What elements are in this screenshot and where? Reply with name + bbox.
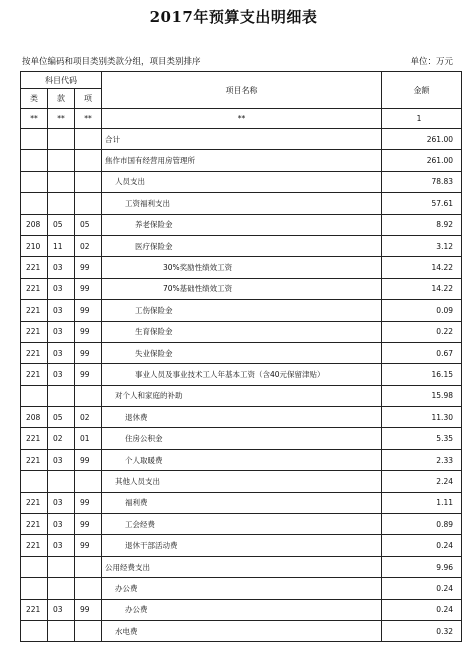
cell-amount: 261.00 bbox=[382, 150, 462, 171]
table-row bbox=[21, 599, 462, 620]
table-row bbox=[21, 235, 462, 256]
cell-kuan bbox=[48, 556, 75, 577]
cell-item-name: 养老保险金 bbox=[102, 214, 382, 235]
cell-lei bbox=[21, 171, 48, 192]
table-row bbox=[21, 514, 462, 535]
table-row bbox=[21, 342, 462, 363]
cell-kuan: 03 bbox=[48, 364, 75, 385]
cell-xiang: 99 bbox=[75, 257, 102, 278]
cell-kuan bbox=[48, 129, 75, 150]
cell-xiang: 99 bbox=[75, 514, 102, 535]
cell-kuan: 03 bbox=[48, 257, 75, 278]
cell-lei: 208 bbox=[21, 214, 48, 235]
cell-kuan: 03 bbox=[48, 300, 75, 321]
placeholder-kuan: ** bbox=[48, 109, 75, 129]
cell-lei: 221 bbox=[21, 514, 48, 535]
cell-item-name: 事业人员及事业技术工人年基本工资（含40元保留津贴） bbox=[102, 364, 382, 385]
cell-amount: 0.22 bbox=[382, 321, 462, 342]
cell-kuan: 05 bbox=[48, 407, 75, 428]
cell-item-name: 其他人员支出 bbox=[102, 471, 382, 492]
cell-lei: 221 bbox=[21, 278, 48, 299]
cell-amount: 0.24 bbox=[382, 578, 462, 599]
cell-amount: 0.89 bbox=[382, 514, 462, 535]
cell-lei: 221 bbox=[21, 364, 48, 385]
cell-kuan: 03 bbox=[48, 535, 75, 556]
header-kuan: 款 bbox=[48, 89, 75, 109]
cell-item-name: 对个人和家庭的补助 bbox=[102, 385, 382, 406]
cell-lei: 208 bbox=[21, 407, 48, 428]
cell-amount: 261.00 bbox=[382, 129, 462, 150]
cell-lei bbox=[21, 129, 48, 150]
cell-kuan: 03 bbox=[48, 278, 75, 299]
cell-item-name: 人员支出 bbox=[102, 171, 382, 192]
cell-amount: 3.12 bbox=[382, 235, 462, 256]
cell-lei bbox=[21, 385, 48, 406]
cell-kuan: 03 bbox=[48, 321, 75, 342]
placeholder-amount: 1 bbox=[382, 109, 462, 129]
cell-amount: 15.98 bbox=[382, 385, 462, 406]
placeholder-xiang: ** bbox=[75, 109, 102, 129]
header-amount: 金额 bbox=[382, 72, 462, 109]
table-row bbox=[21, 321, 462, 342]
cell-amount: 0.67 bbox=[382, 342, 462, 363]
header-subject-code: 科目代码 bbox=[21, 72, 102, 89]
cell-xiang: 05 bbox=[75, 214, 102, 235]
cell-kuan: 11 bbox=[48, 235, 75, 256]
table-row bbox=[21, 278, 462, 299]
cell-item-name: 医疗保险金 bbox=[102, 235, 382, 256]
table-row bbox=[21, 492, 462, 513]
cell-lei bbox=[21, 150, 48, 171]
cell-kuan bbox=[48, 385, 75, 406]
cell-kuan: 03 bbox=[48, 492, 75, 513]
cell-xiang bbox=[75, 471, 102, 492]
cell-amount: 8.92 bbox=[382, 214, 462, 235]
cell-amount: 14.22 bbox=[382, 257, 462, 278]
cell-item-name: 30%奖励性绩效工资 bbox=[102, 257, 382, 278]
table-row bbox=[21, 578, 462, 599]
table-row bbox=[21, 385, 462, 406]
cell-xiang bbox=[75, 556, 102, 577]
cell-kuan: 05 bbox=[48, 214, 75, 235]
cell-amount: 16.15 bbox=[382, 364, 462, 385]
cell-item-name: 水电费 bbox=[102, 620, 382, 641]
cell-kuan: 03 bbox=[48, 599, 75, 620]
cell-amount: 57.61 bbox=[382, 193, 462, 214]
cell-xiang: 99 bbox=[75, 492, 102, 513]
table-row bbox=[21, 428, 462, 449]
cell-item-name: 工会经费 bbox=[102, 514, 382, 535]
cell-amount: 0.24 bbox=[382, 599, 462, 620]
cell-item-name: 失业保险金 bbox=[102, 342, 382, 363]
cell-xiang: 99 bbox=[75, 342, 102, 363]
table-row bbox=[21, 193, 462, 214]
grouping-note: 按单位编码和项目类别类款分组，项目类别排序 bbox=[22, 57, 201, 67]
unit-label: 单位：万元 bbox=[410, 57, 453, 67]
cell-item-name: 生育保险金 bbox=[102, 321, 382, 342]
cell-item-name: 退休干部活动费 bbox=[102, 535, 382, 556]
cell-kuan: 03 bbox=[48, 449, 75, 470]
table-row bbox=[21, 407, 462, 428]
table-row bbox=[21, 214, 462, 235]
budget-detail-table bbox=[20, 71, 462, 642]
cell-lei: 221 bbox=[21, 342, 48, 363]
cell-lei bbox=[21, 578, 48, 599]
table-row bbox=[21, 257, 462, 278]
cell-xiang bbox=[75, 129, 102, 150]
cell-item-name: 70%基础性绩效工资 bbox=[102, 278, 382, 299]
cell-kuan bbox=[48, 171, 75, 192]
cell-xiang: 02 bbox=[75, 235, 102, 256]
cell-lei: 221 bbox=[21, 321, 48, 342]
cell-lei: 221 bbox=[21, 428, 48, 449]
cell-lei: 221 bbox=[21, 300, 48, 321]
cell-kuan: 03 bbox=[48, 514, 75, 535]
cell-xiang: 99 bbox=[75, 599, 102, 620]
table-row bbox=[21, 129, 462, 150]
cell-xiang: 02 bbox=[75, 407, 102, 428]
cell-xiang: 99 bbox=[75, 535, 102, 556]
cell-xiang bbox=[75, 171, 102, 192]
cell-xiang: 01 bbox=[75, 428, 102, 449]
cell-amount: 0.24 bbox=[382, 535, 462, 556]
cell-kuan bbox=[48, 150, 75, 171]
cell-xiang bbox=[75, 193, 102, 214]
cell-amount: 9.96 bbox=[382, 556, 462, 577]
cell-amount: 78.83 bbox=[382, 171, 462, 192]
cell-xiang: 99 bbox=[75, 449, 102, 470]
cell-xiang: 99 bbox=[75, 321, 102, 342]
cell-kuan bbox=[48, 578, 75, 599]
cell-xiang bbox=[75, 385, 102, 406]
table-row bbox=[21, 171, 462, 192]
cell-item-name: 工伤保险金 bbox=[102, 300, 382, 321]
cell-xiang bbox=[75, 578, 102, 599]
cell-lei: 221 bbox=[21, 449, 48, 470]
cell-amount: 2.33 bbox=[382, 449, 462, 470]
table-row bbox=[21, 449, 462, 470]
cell-lei bbox=[21, 556, 48, 577]
header-xiang: 项 bbox=[75, 89, 102, 109]
placeholder-lei: ** bbox=[21, 109, 48, 129]
cell-kuan: 03 bbox=[48, 342, 75, 363]
cell-amount: 5.35 bbox=[382, 428, 462, 449]
cell-amount: 14.22 bbox=[382, 278, 462, 299]
cell-xiang bbox=[75, 620, 102, 641]
cell-item-name: 办公费 bbox=[102, 578, 382, 599]
cell-lei: 210 bbox=[21, 235, 48, 256]
table-body bbox=[21, 129, 462, 642]
cell-item-name: 个人取暖费 bbox=[102, 449, 382, 470]
table-row bbox=[21, 300, 462, 321]
table-row bbox=[21, 471, 462, 492]
cell-item-name: 退休费 bbox=[102, 407, 382, 428]
cell-amount: 2.24 bbox=[382, 471, 462, 492]
cell-lei: 221 bbox=[21, 492, 48, 513]
table-row bbox=[21, 535, 462, 556]
cell-item-name: 工资福利支出 bbox=[102, 193, 382, 214]
header-item-name: 项目名称 bbox=[102, 72, 382, 109]
cell-amount: 0.32 bbox=[382, 620, 462, 641]
cell-xiang bbox=[75, 150, 102, 171]
cell-xiang: 99 bbox=[75, 300, 102, 321]
cell-item-name: 办公费 bbox=[102, 599, 382, 620]
table-row bbox=[21, 364, 462, 385]
header-lei: 类 bbox=[21, 89, 48, 109]
cell-lei bbox=[21, 471, 48, 492]
cell-item-name: 公用经费支出 bbox=[102, 556, 382, 577]
cell-amount: 1.11 bbox=[382, 492, 462, 513]
cell-lei: 221 bbox=[21, 599, 48, 620]
cell-lei: 221 bbox=[21, 257, 48, 278]
cell-xiang: 99 bbox=[75, 278, 102, 299]
cell-xiang: 99 bbox=[75, 364, 102, 385]
page-title: 2017年预算支出明细表 bbox=[149, 8, 318, 26]
cell-item-name: 合计 bbox=[102, 129, 382, 150]
budget-table-container bbox=[20, 71, 461, 642]
cell-kuan bbox=[48, 193, 75, 214]
table-row bbox=[21, 620, 462, 641]
cell-kuan bbox=[48, 471, 75, 492]
placeholder-row bbox=[21, 109, 462, 129]
cell-item-name: 住房公积金 bbox=[102, 428, 382, 449]
cell-kuan: 02 bbox=[48, 428, 75, 449]
cell-kuan bbox=[48, 620, 75, 641]
table-row bbox=[21, 556, 462, 577]
table-row bbox=[21, 150, 462, 171]
cell-item-name: 福利费 bbox=[102, 492, 382, 513]
cell-item-name: 焦作市国有经营用房管理所 bbox=[102, 150, 382, 171]
cell-amount: 11.30 bbox=[382, 407, 462, 428]
cell-amount: 0.09 bbox=[382, 300, 462, 321]
cell-lei: 221 bbox=[21, 535, 48, 556]
cell-lei bbox=[21, 193, 48, 214]
cell-lei bbox=[21, 620, 48, 641]
placeholder-name: ** bbox=[102, 109, 382, 129]
